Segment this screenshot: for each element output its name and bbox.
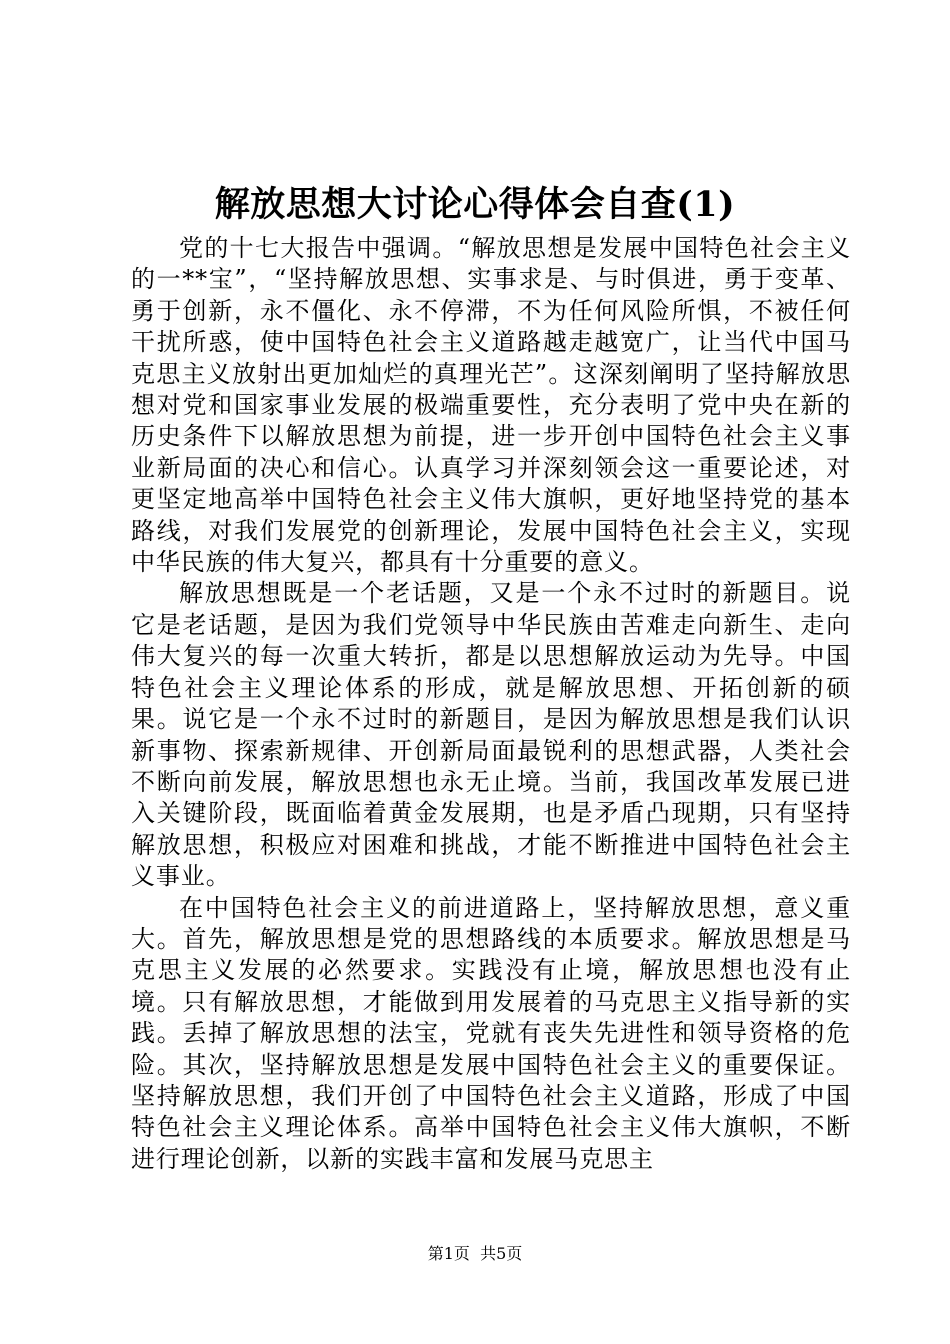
paragraph-3: 在中国特色社会主义的前进道路上，坚持解放思想，意义重大。首先，解放思想是党的思想路线的本质要求。解放思想是马克思主义发展的必然要求。实践没有止境，解放思想也没有止境。只有解放思想，才能做到用发展着的马克思主义指导新的实践。丢掉了解放思想的法宝，党就有丧失先进性和领导资格的危险。其次，坚持解放思想是发展中国特色社会主义的重要保证。坚持解放思想，我们开创了中国特色社会主义道路，形成了中国特色社会主义理论体系。高举中国特色社会主义伟大旗帜，不断进行理论创新，以新的实践丰富和发展马克思主 bbox=[131, 893, 851, 1173]
page-number: 第1页 bbox=[427, 1244, 470, 1263]
paragraph-2: 解放思想既是一个老话题，又是一个永不过时的新题目。说它是老话题，是因为我们党领导中华民族由苦难走向新生、走向伟大复兴的每一次重大转折，都是以思想解放运动为先导。中国特色社会主义理论体系的形成，就是解放思想、开拓创新的硕果。说它是一个永不过时的新题目，是因为解放思想是我们认识新事物、探索新规律、开创新局面最锐利的思想武器，人类社会不断向前发展，解放思想也永无止境。当前，我国改革发展已进入关键阶段，既面临着黄金发展期，也是矛盾凸现期，只有坚持解放思想，积极应对困难和挑战，才能不断推进中国特色社会主义事业。 bbox=[131, 579, 851, 891]
page-footer bbox=[0, 1243, 950, 1265]
paragraph-1: 党的十七大报告中强调。“解放思想是发展中国特色社会主义的一**宝”，“坚持解放思想、实事求是、与时俱进，勇于变革、勇于创新，永不僵化、永不停滞，不为任何风险所惧，不被任何干扰所惑，使中国特色社会主义道路越走越宽广，让当代中国马克思主义放射出更加灿烂的真理光芒”。这深刻阐明了坚持解放思想对党和国家事业发展的极端重要性，充分表明了党中央在新的历史条件下以解放思想为前提，进一步开创中国特色社会主义事业新局面的决心和信心。认真学习并深刻领会这一重要论述，对更坚定地高举中国特色社会主义伟大旗帜，更好地坚持党的基本路线，对我们发展党的创新理论，发展中国特色社会主义，实现中华民族的伟大复兴，都具有十分重要的意义。 bbox=[131, 234, 851, 577]
page-total: 共5页 bbox=[480, 1244, 523, 1263]
document-body bbox=[131, 233, 851, 1175]
document-title: 解放思想大讨论心得体会自查(1) bbox=[214, 184, 736, 225]
